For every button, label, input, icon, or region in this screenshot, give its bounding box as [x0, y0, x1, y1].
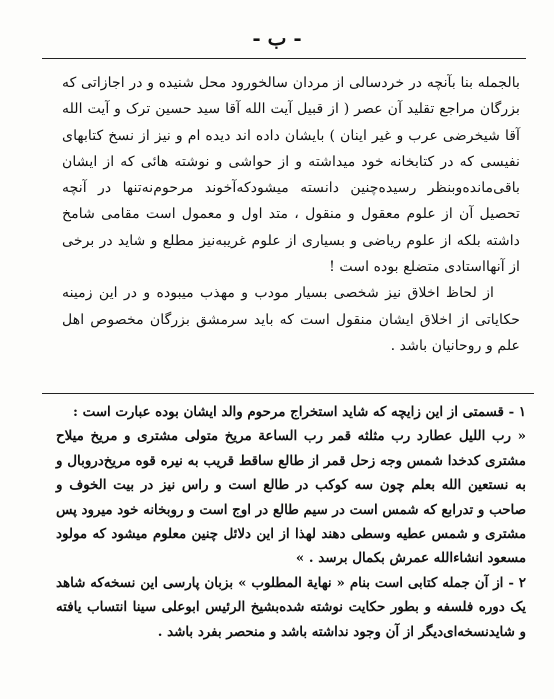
page-number: - ب - — [252, 26, 302, 50]
body-paragraph: از لحاظ اخلاق نیز شخصی بسیار مودب و مهذب میبوده و در این زمینه حکایاتی از اخلاق ایشان منقول است که باید سرمشق بزرگان مخصوص اهل علم و روحانیان باشد . — [62, 285, 520, 354]
footnote: ۲ - از آن جمله کتابی است بنام « نهایة المطلوب » بزبان پارسی این نسخه‌که شاهد یک دوره فلسفه و بطور حکایت نوشته شده‌بشیخ الرئیس ابوعلی سینا انتساب یافته و شایدنسخه‌ای‌دیگر از آن وجود نداشته باشد و منحصر بفرد باشد . — [56, 574, 526, 640]
main-text — [62, 70, 520, 359]
footnote: « رب اللیل عطارد رب مثلثه قمر رب الساعة مریخ متولی مشتری و مریخ میلاح مشتری کدخدا شمس وجه زحل قمر از طالع ساقط قریب به نیره قوه مریخ‌دروبال و به نستعین الله بعلم چون سه کوکب در طالع است و راس نیز در بیت الخوف و صاحب و تدرابع که شمس است در سیم طالع در اوج است و روبخانه خود میرود پس مشتری و شمس عطیه وسطی دهند لهذا از این دلائل چنین معلوم میشود که مولود مسعود انشاءالله عمرش بکمال برسد . » — [56, 428, 526, 567]
footnotes — [56, 400, 526, 644]
footnote-rule — [42, 393, 534, 394]
footnote: ۱ - قسمتی از این زایچه که شاید استخراج مرحوم والد ایشان بوده عبارت است : — [72, 404, 526, 420]
header-rule — [42, 58, 526, 59]
body-paragraph: بالجمله بنا بآنچه در خردسالی از مردان سالخورود محل شنیده و در اجازاتی که بزرگان مراجع تقلید آن عصر ( از قبیل آیت الله آقا سید حسین ترک و آیت الله آقا شیخرضی عرب و غیر اینان ) بایشان داده اند دیده ام و نیز از نسخ کتابهای نفیسی که در کتابخانه خود میداشته و از حواشی و نوشته هائی که از ایشان باقی‌مانده‌وبنظر رسیده‌چنین دانسته میشودکه‌آخوند مرحوم‌نه‌تنها در آنچه تحصیل آن از علوم معقول و منقول ، متد اول و معمول است مقامی شامخ داشته بلکه از علوم ریاضی و بسیاری از علوم غریبه‌نیز مطلع و شاید در برخی از آنهااستادی متضلع بوده است ! — [62, 75, 520, 276]
